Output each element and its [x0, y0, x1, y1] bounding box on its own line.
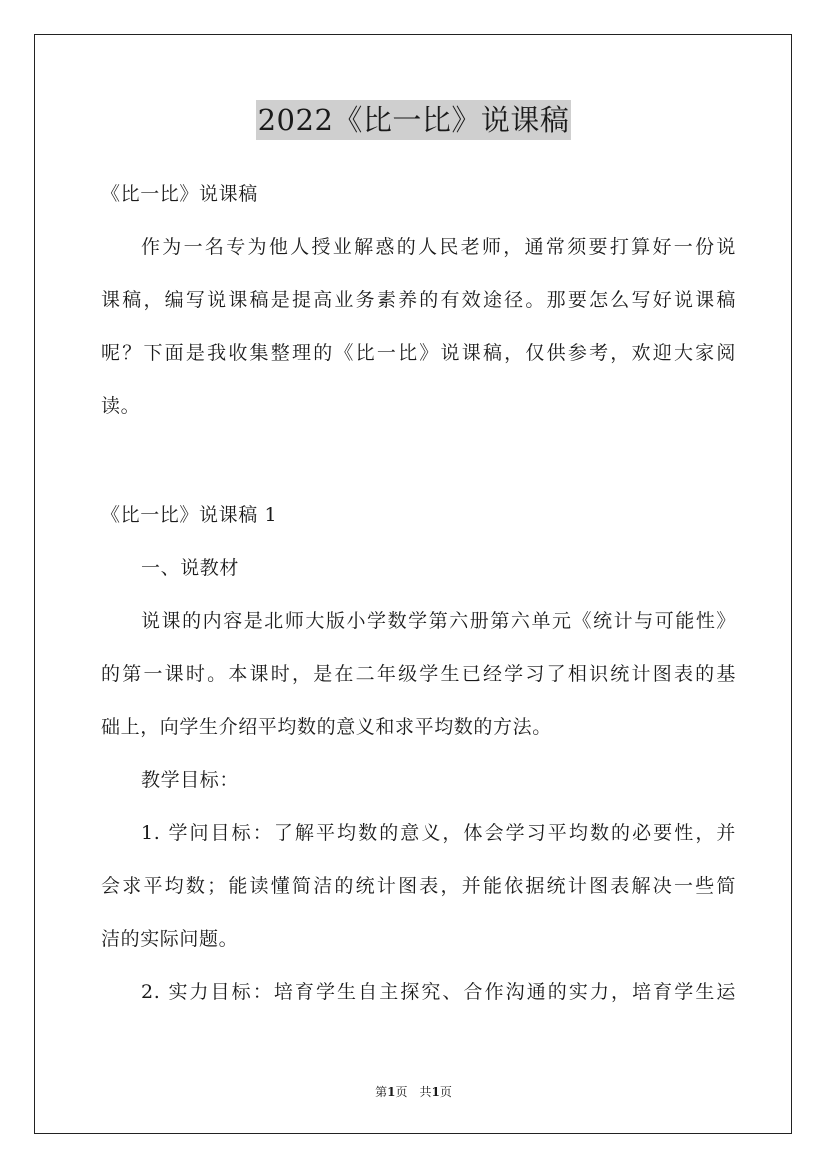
intro-line-4: 读。	[101, 395, 141, 417]
footer-prefix: 第	[375, 1085, 388, 1099]
document-body	[101, 174, 736, 1025]
para1-line-2: 的第一课时。本课时，是在二年级学生已经学习了相识统计图表的基	[101, 663, 736, 685]
footer-page-number: 1	[387, 1085, 396, 1099]
goal1-line-1: 1. 学问目标：了解平均数的意义，体会学习平均数的必要性，并	[141, 822, 736, 844]
intro-line-3: 呢？下面是我收集整理的《比一比》说课稿，仅供参考，欢迎大家阅	[101, 342, 736, 364]
document-title-wrap	[0, 100, 827, 140]
footer-mid: 页 共	[395, 1085, 432, 1099]
footer-total-pages: 1	[431, 1085, 440, 1099]
intro-line-1: 作为一名专为他人授业解惑的人民老师，通常须要打算好一份说	[141, 236, 736, 258]
goal1-line-3: 洁的实际问题。	[101, 928, 239, 950]
section-gap	[101, 439, 736, 495]
subtitle-heading: 《比一比》说课稿	[101, 183, 258, 205]
lesson-heading: 《比一比》说课稿 1	[101, 504, 278, 526]
goal1-line-2: 会求平均数；能读懂简洁的统计图表，并能依据统计图表解决一些简	[101, 875, 736, 897]
intro-line-2: 课稿，编写说课稿是提高业务素养的有效途径。那要怎么写好说课稿	[101, 289, 736, 311]
goals-label: 教学目标：	[141, 769, 240, 791]
goal2-line-1: 2. 实力目标：培育学生自主探究、合作沟通的实力，培育学生运	[141, 981, 736, 1003]
footer-suffix: 页	[439, 1085, 452, 1099]
section-heading-textbook: 一、说教材	[141, 557, 240, 579]
document-title: 2022《比一比》说课稿	[256, 100, 572, 140]
page-footer	[0, 1084, 827, 1100]
para1-line-3: 础上，向学生介绍平均数的意义和求平均数的方法。	[101, 716, 552, 738]
para1-line-1: 说课的内容是北师大版小学数学第六册第六单元《统计与可能性》	[141, 610, 736, 632]
